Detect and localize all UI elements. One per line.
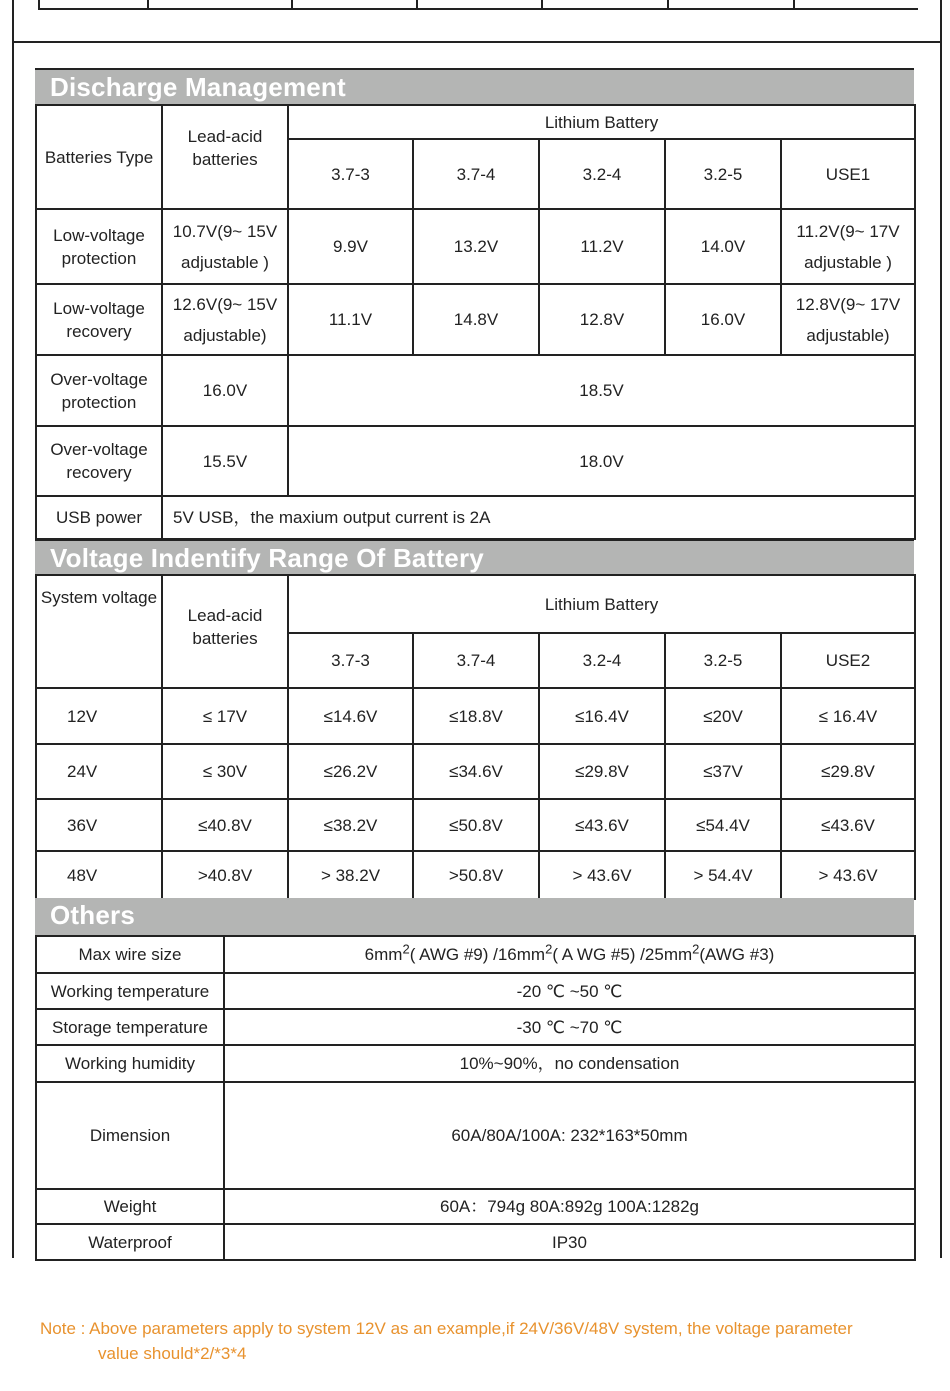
lithium-value: 12.8V(9~ 17V adjustable) [781,284,915,355]
table-row [36,209,915,284]
lead-acid-value: ≤ 17V [162,688,288,744]
table-row [36,1189,915,1224]
lithium-value: 14.8V [413,284,539,355]
lithium-value: > 54.4V [665,851,781,899]
table-row [36,1009,915,1045]
previous-table-remnant [38,0,918,10]
lithium-value: ≤18.8V [413,688,539,744]
system-voltage: 24V [36,744,162,799]
row-label: Weight [36,1189,224,1224]
row-value: IP30 [224,1224,915,1260]
header-lithium-col: 3.7-3 [288,633,413,688]
table-row [36,936,915,973]
header-lithium-battery: Lithium Battery [288,575,915,633]
header-lithium-col: 3.2-4 [539,633,665,688]
frame-right-border [940,0,942,1258]
wire-part: ( AWG #9) /16mm [409,945,546,964]
row-value: 10%~90%，no condensation [224,1045,915,1082]
header-batteries-type: Batteries Type [36,105,162,209]
header-lithium-col: 3.7-4 [413,633,539,688]
lithium-value: 13.2V [413,209,539,284]
lithium-value: ≤14.6V [288,688,413,744]
row-label: Working humidity [36,1045,224,1082]
header-lithium-col: USE1 [781,139,915,209]
row-label: Dimension [36,1082,224,1189]
lead-acid-value: ≤40.8V [162,799,288,851]
voltage-range-table [35,574,916,900]
usb-label: USB power [36,496,162,539]
lithium-value: ≤16.4V [539,688,665,744]
lithium-value-all: 18.5V [288,355,915,426]
lithium-value: 12.8V [539,284,665,355]
lithium-value: 11.2V [539,209,665,284]
system-voltage: 12V [36,688,162,744]
wire-sup: 2 [402,941,410,957]
others-table [35,935,916,1261]
wire-part: (AWG #3) [699,945,775,964]
row-label: Over-voltage recovery [36,426,162,496]
wire-part: ( A WG #5) /25mm [552,945,693,964]
lithium-value: ≤43.6V [539,799,665,851]
header-lead-acid: Lead-acid batteries [162,575,288,688]
row-value: -20 ℃ ~50 ℃ [224,973,915,1009]
lithium-value: 11.2V(9~ 17V adjustable ) [781,209,915,284]
wire-sup: 2 [545,941,553,957]
wire-sup: 2 [692,941,700,957]
table-row [36,799,915,851]
table-row [36,284,915,355]
discharge-table [35,104,916,540]
lithium-value: 14.0V [665,209,781,284]
header-lithium-col: 3.7-3 [288,139,413,209]
table-row [36,1082,915,1189]
lithium-value: > 38.2V [288,851,413,899]
header-lithium-col: 3.2-5 [665,633,781,688]
footnote [40,1316,930,1366]
lithium-value: ≤50.8V [413,799,539,851]
header-lithium-col: 3.7-4 [413,139,539,209]
table-row [36,851,915,899]
header-lithium-col: USE2 [781,633,915,688]
lead-acid-value: 15.5V [162,426,288,496]
lithium-value: ≤34.6V [413,744,539,799]
row-label: Storage temperature [36,1009,224,1045]
wire-size-value [224,936,915,973]
row-label: Waterproof [36,1224,224,1260]
lead-acid-value: 12.6V(9~ 15V adjustable) [162,284,288,355]
table-row [36,355,915,426]
row-value: 60A/80A/100A: 232*163*50mm [224,1082,915,1189]
lithium-value: 9.9V [288,209,413,284]
row-label: Over-voltage protection [36,355,162,426]
system-voltage: 48V [36,851,162,899]
lithium-value: > 43.6V [781,851,915,899]
lithium-value: 16.0V [665,284,781,355]
row-label: Low-voltage protection [36,209,162,284]
row-value: 60A：794g 80A:892g 100A:1282g [224,1189,915,1224]
section-header-voltage-range: Voltage Indentify Range Of Battery [35,539,914,575]
row-value: -30 ℃ ~70 ℃ [224,1009,915,1045]
table-row [36,1224,915,1260]
section-header-others: Others [35,898,914,936]
lead-acid-value: 10.7V(9~ 15V adjustable ) [162,209,288,284]
lead-acid-value: >40.8V [162,851,288,899]
row-label: Working temperature [36,973,224,1009]
lithium-value: >50.8V [413,851,539,899]
lead-acid-value: ≤ 30V [162,744,288,799]
header-lithium-battery: Lithium Battery [288,105,915,139]
lithium-value: 11.1V [288,284,413,355]
table-row [36,688,915,744]
frame-left-border [12,0,14,1258]
lead-acid-value: 16.0V [162,355,288,426]
wire-part: 6mm [364,945,403,964]
table-row [36,744,915,799]
system-voltage: 36V [36,799,162,851]
table-row [36,426,915,496]
row-label: Max wire size [36,936,224,973]
usb-value: 5V USB，the maxium output current is 2A [162,496,915,539]
lithium-value: ≤29.8V [539,744,665,799]
footnote-line-1: Note : Above parameters apply to system 12V as an example,if 24V/36V/48V system, the voltage parameter [40,1319,853,1338]
lithium-value: ≤38.2V [288,799,413,851]
header-lead-acid: Lead-acid batteries [162,105,288,209]
table-row [36,1045,915,1082]
section-header-discharge: Discharge Management [35,68,914,105]
lithium-value: ≤ 16.4V [781,688,915,744]
header-lithium-col: 3.2-5 [665,139,781,209]
lithium-value: > 43.6V [539,851,665,899]
lithium-value: ≤20V [665,688,781,744]
header-system-voltage: System voltage [36,575,162,688]
row-label: Low-voltage recovery [36,284,162,355]
lithium-value: ≤37V [665,744,781,799]
lithium-value: ≤43.6V [781,799,915,851]
header-lithium-col: 3.2-4 [539,139,665,209]
lithium-value: ≤54.4V [665,799,781,851]
frame-divider [12,41,942,43]
lithium-value: ≤26.2V [288,744,413,799]
lithium-value-all: 18.0V [288,426,915,496]
lithium-value: ≤29.8V [781,744,915,799]
table-row [36,496,915,539]
table-row [36,973,915,1009]
footnote-line-2: value should*2/*3*4 [98,1344,247,1363]
